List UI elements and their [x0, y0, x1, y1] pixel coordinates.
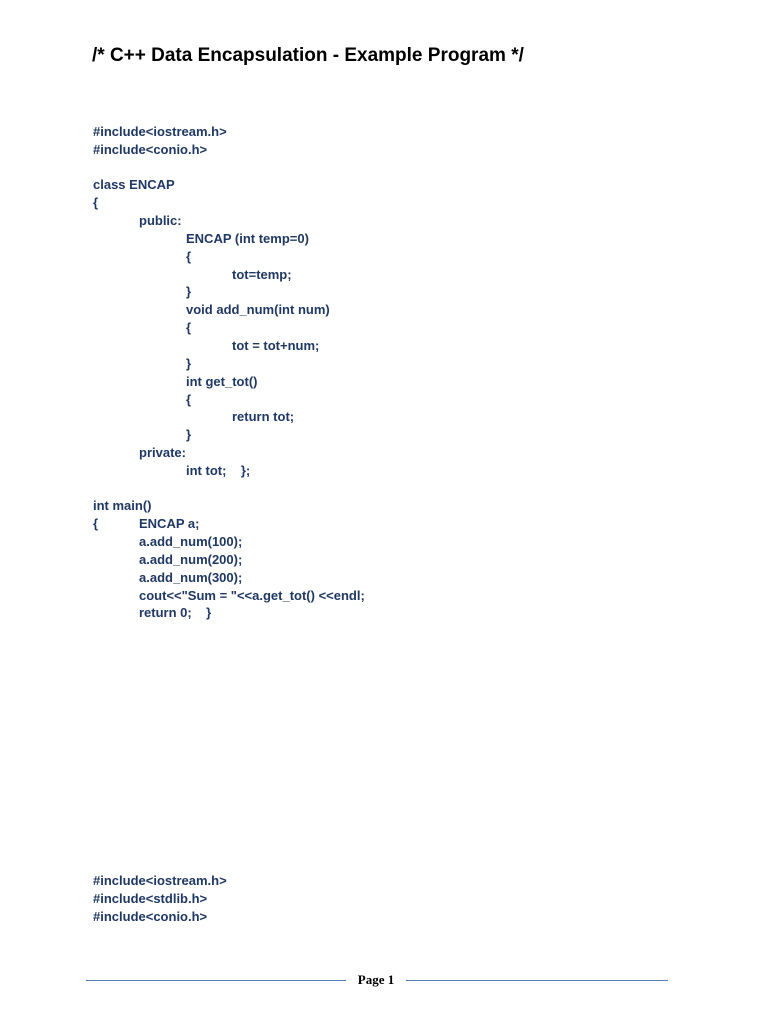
code-line: ENCAP (int temp=0)	[186, 231, 309, 246]
code-line: }	[186, 356, 192, 371]
code-line: a.add_num(100);	[139, 534, 243, 549]
code-token: {	[93, 516, 99, 531]
code-line: public:	[139, 213, 182, 228]
code-line: {	[186, 320, 192, 335]
code-line: {	[186, 249, 192, 264]
code-line: #include<stdlib.h>	[93, 891, 208, 906]
code-line: tot = tot+num;	[232, 338, 320, 353]
code-line: #include<conio.h>	[93, 142, 208, 157]
code-line: {	[93, 195, 99, 210]
code-line: }	[186, 284, 192, 299]
code-line: tot=temp;	[232, 267, 292, 282]
code-token: ENCAP a;	[139, 516, 200, 531]
footer-divider-right	[406, 980, 668, 981]
code-line: a.add_num(300);	[139, 570, 243, 585]
code-line: void add_num(int num)	[186, 302, 330, 317]
code-line: }	[186, 427, 192, 442]
code-line: int get_tot()	[186, 374, 258, 389]
code-line: #include<conio.h>	[93, 909, 208, 924]
footer-divider-left	[86, 980, 346, 981]
code-line: #include<iostream.h>	[93, 124, 227, 139]
page-number: Page 1	[357, 972, 395, 987]
code-line: int main()	[93, 498, 152, 513]
code-line: a.add_num(200);	[139, 552, 243, 567]
code-line: return 0; }	[139, 605, 212, 620]
code-line: {	[186, 392, 192, 407]
code-line: class ENCAP	[93, 177, 175, 192]
code-line: int tot; };	[186, 463, 251, 478]
page-title: /* C++ Data Encapsulation - Example Program */	[92, 45, 524, 66]
code-line: #include<iostream.h>	[93, 873, 227, 888]
code-line: return tot;	[232, 409, 295, 424]
code-line: cout<<"Sum = "<<a.get_tot() <<endl;	[139, 588, 365, 603]
code-line: private:	[139, 445, 186, 460]
